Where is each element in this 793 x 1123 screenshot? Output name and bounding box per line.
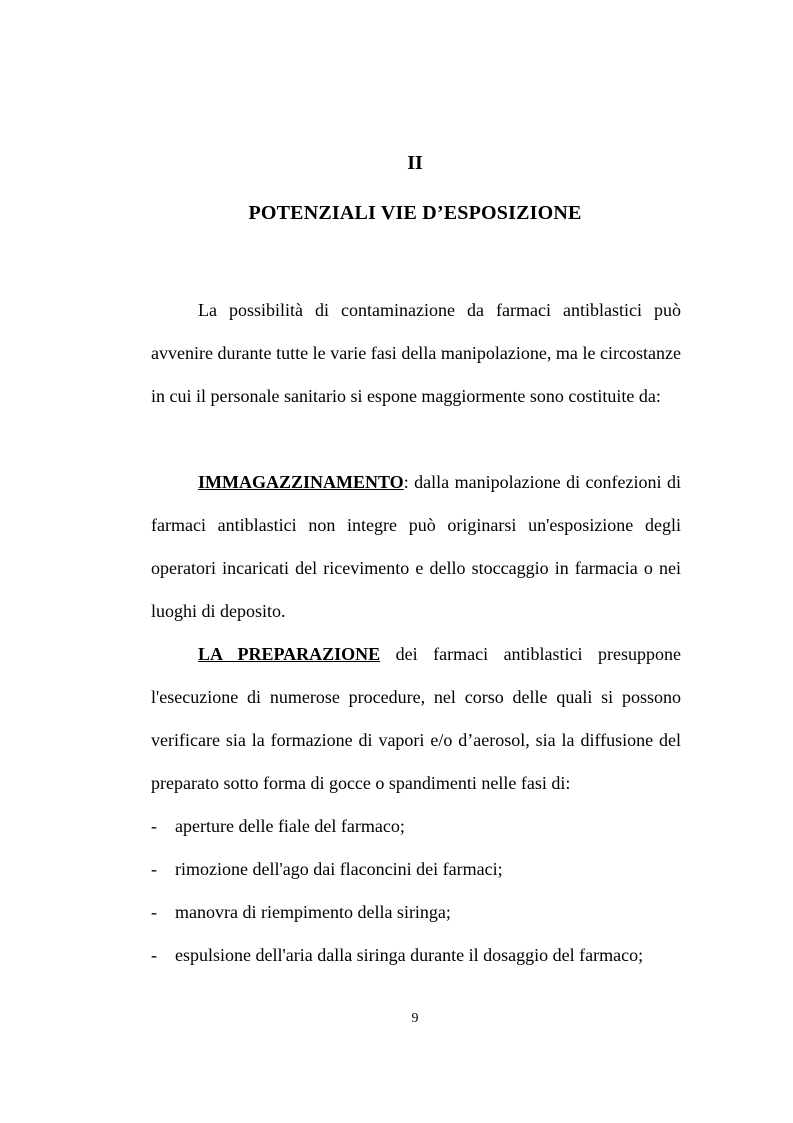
list-item: [151, 891, 691, 934]
chapter-number: II: [407, 152, 423, 174]
paragraph-intro: [151, 289, 681, 418]
list-item: [151, 934, 691, 977]
list-item-text: aperture delle fiale del farmaco;: [175, 816, 405, 836]
paragraph-text: La possibilità di contaminazione da farmaci antiblastici può avvenire durante tutte le varie fasi della manipolazione, ma le circostanze in cui il personale sanitario si espone maggiormente sono costituite da:: [151, 300, 681, 406]
page-number: 9: [411, 1011, 419, 1026]
paragraph-immagazzinamento: [151, 461, 681, 633]
paragraph-lead-term: LA PREPARAZIONE: [198, 644, 381, 664]
bullet-list: [151, 805, 691, 977]
list-item-text: manovra di riempimento della siringa;: [175, 902, 451, 922]
bullet-dash: -: [151, 902, 157, 922]
list-item: [151, 805, 691, 848]
bullet-dash: -: [151, 945, 157, 965]
list-item: [151, 848, 691, 891]
list-item-text: espulsione dell'aria dalla siringa durante il dosaggio del farmaco;: [175, 945, 644, 965]
list-item-text: rimozione dell'ago dai flaconcini dei farmaci;: [175, 859, 503, 879]
bullet-dash: -: [151, 816, 157, 836]
chapter-title: POTENZIALI VIE D’ESPOSIZIONE: [248, 202, 582, 224]
bullet-dash: -: [151, 859, 157, 879]
paragraph-lead-term: IMMAGAZZINAMENTO: [198, 472, 404, 492]
paragraph-text: dei farmaci antiblastici presuppone l'esecuzione di numerose procedure, nel corso delle quali si possono verificare sia la formazione di vapori e/o d’aerosol, sia la diffusione del preparato sotto forma di gocce o spandimenti nelle fasi di:: [151, 644, 682, 793]
paragraph-preparazione: [151, 633, 681, 805]
paragraph-text: : dalla manipolazione di confezioni di farmaci antiblastici non integre può originarsi un'esposizione degli operatori incaricati del ricevimento e dello stoccaggio in farmacia o nei luoghi di deposito.: [151, 472, 681, 621]
